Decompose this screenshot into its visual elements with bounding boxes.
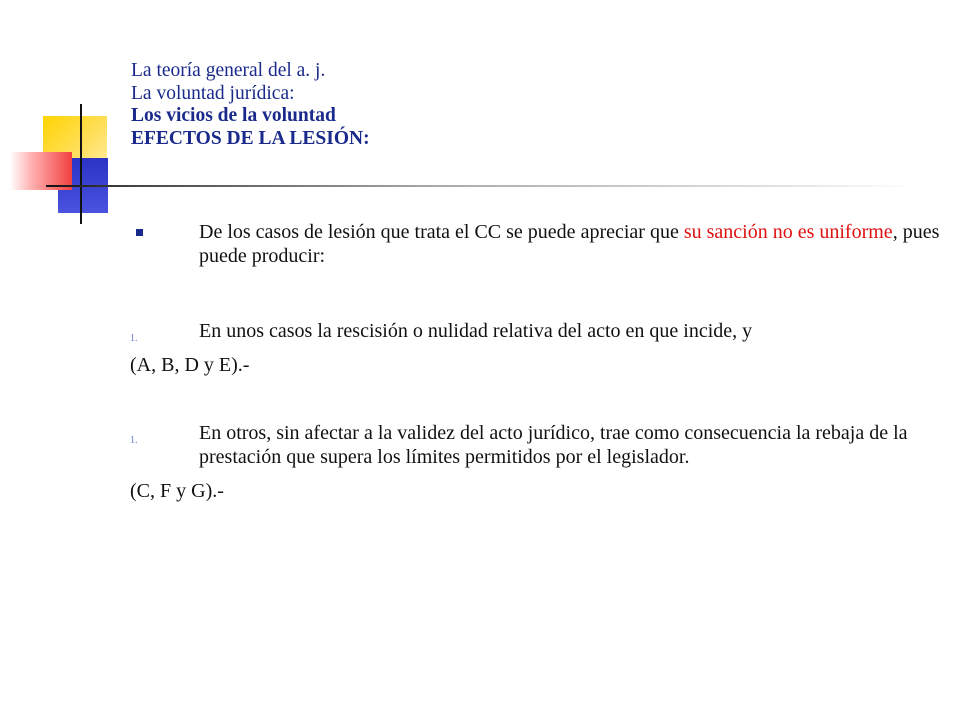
title-line-4: EFECTOS DE LA LESIÓN: (131, 127, 370, 149)
numbered-item-text: En otros, sin afectar a la validez del acto jurídico, trae como consecuencia la rebaja de la prestación que supera los límites permitidos por el legislador. (199, 422, 908, 468)
numbered-item-2 (130, 421, 940, 469)
square-bullet-icon (136, 229, 143, 236)
title-line-2: La voluntad jurídica: (131, 82, 295, 104)
title-divider-line (46, 185, 914, 187)
decor-vertical-line (80, 104, 82, 224)
bullet-item (130, 220, 940, 268)
item-number: 1. (130, 333, 138, 344)
item-number: 1. (130, 435, 138, 446)
bullet-text-highlight: su sanción no es uniforme (683, 221, 893, 243)
numbered-item-text: En unos casos la rescisión o nulidad relativa del acto en que incide, y (199, 320, 753, 342)
case-note-1: (A, B, D y E).- (130, 354, 250, 376)
title-line-3: Los vicios de la voluntad (131, 105, 336, 126)
bullet-text-end: , pues puede producir: (199, 221, 940, 267)
case-note-2: (C, F y G).- (130, 480, 224, 502)
bullet-text-start: De los casos de lesión que trata el CC se puede apreciar que (199, 221, 684, 243)
title-line-1: La teoría general del a. j. (131, 60, 326, 81)
numbered-item-1 (130, 319, 940, 343)
slide-title (131, 60, 370, 150)
slide-body (130, 220, 940, 503)
